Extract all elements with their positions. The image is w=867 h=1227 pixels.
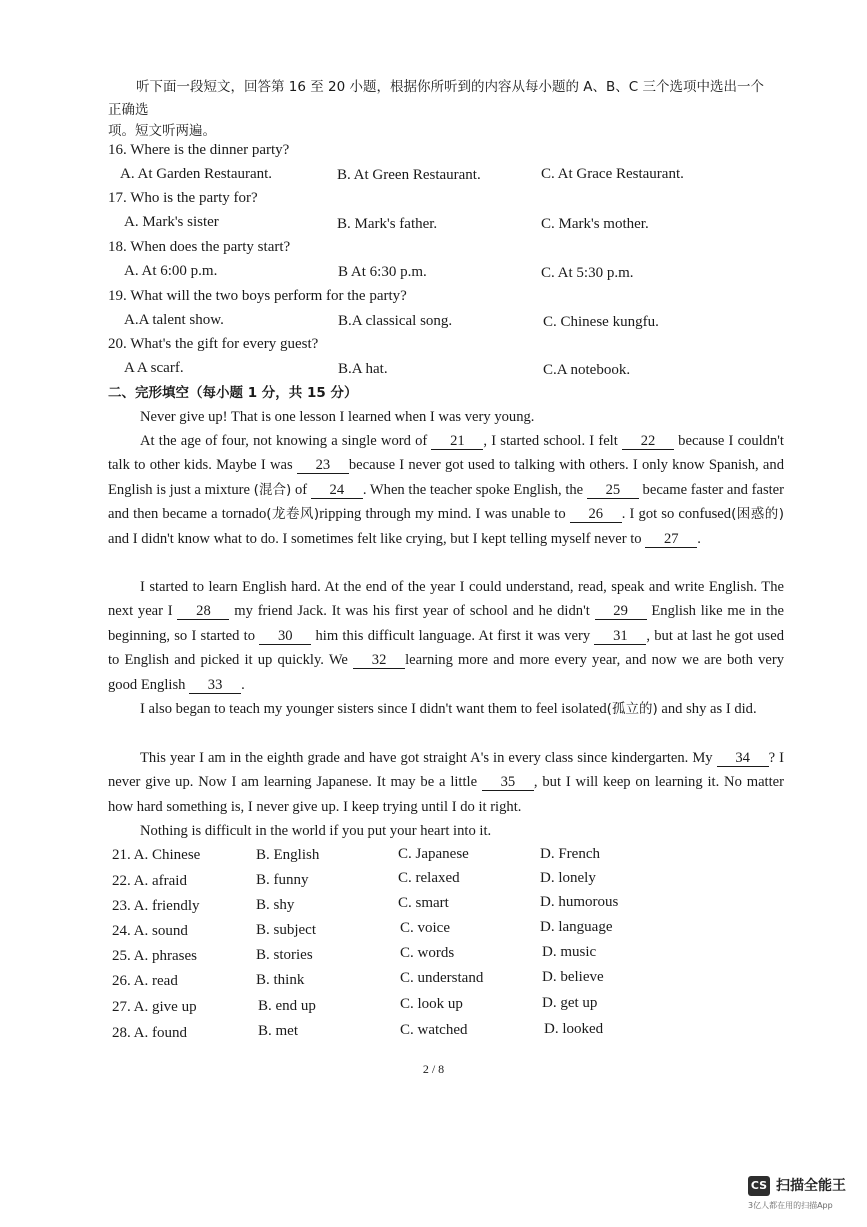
blank-34: 34: [717, 750, 769, 767]
q23-option-b: B. shy: [256, 897, 295, 913]
q21-option-d: D. French: [540, 846, 600, 862]
q23-option-d: D. humorous: [540, 894, 619, 910]
q27-option-b: B. end up: [258, 998, 316, 1014]
blank-26: 26: [570, 506, 622, 523]
q23-option-c: C. smart: [398, 895, 449, 911]
q21-option-a: 21. A. Chinese: [112, 847, 201, 863]
q25-option-a: 25. A. phrases: [112, 948, 197, 964]
q24-option-a: 24. A. sound: [112, 923, 188, 939]
page-number: 2 / 8: [422, 1062, 445, 1076]
q19-option-a: A.A talent show.: [124, 312, 224, 328]
q28-option-a: 28. A. found: [112, 1025, 187, 1041]
listening-instructions-line2: 正确选: [108, 102, 149, 118]
blank-27: 27: [645, 531, 697, 548]
blank-31: 31: [594, 628, 646, 645]
blank-29: 29: [595, 603, 647, 620]
q16-option-a: A. At Garden Restaurant.: [120, 166, 273, 182]
cloze-heading: 二、完形填空（每小题 1 分，共 15 分）: [108, 385, 358, 401]
cloze-paragraph-2: At the age of four, not knowing a single word of 21 , I started school. I felt 22 because I couldn't talk to other kids. Maybe I was 23 because I never got used to talking with others. I only know Spanish, and English is just a mixture (混合) of 24 . When the teacher spoke English, the 25 became faster and faster and then became a tornado(龙卷风)ripping through my mind. I was unable to 26 . I got so confused(困惑的) and I didn't know what to do. I sometimes felt like crying, but I kept telling myself never to 27 .: [108, 433, 785, 547]
blank-33: 33: [189, 677, 241, 694]
blank-22: 22: [622, 433, 674, 450]
question-16: 16. Where is the dinner party?: [108, 142, 290, 158]
q26-option-d: D. believe: [542, 969, 604, 985]
q27-option-a: 27. A. give up: [112, 999, 197, 1015]
question-17: 17. Who is the party for?: [108, 190, 258, 206]
q28-option-b: B. met: [258, 1023, 298, 1039]
listening-instructions-line1: 听下面一段短文，回答第 16 至 20 小题，根据你所听到的内容从每小题的 A、B、C 三个选项中选出一个: [136, 79, 765, 95]
question-18: 18. When does the party start?: [108, 239, 291, 255]
cloze-paragraph-5: This year I am in the eighth grade and have got straight A's in every class since kindergarten. My 34 ? I never give up. Now I am learning Japanese. It may be a little 35 , but I will keep on learning it. No matter how hard something is, I never give up. I keep trying until I do it right.: [108, 750, 784, 815]
q20-option-c: C.A notebook.: [543, 362, 631, 378]
watermark-app-name: 扫描全能王: [776, 1178, 846, 1194]
question-20: 20. What's the gift for every guest?: [108, 336, 319, 352]
q24-option-b: B. subject: [256, 922, 316, 938]
listening-instructions-line3: 项。短文听两遍。: [108, 123, 216, 139]
q27-option-c: C. look up: [400, 996, 463, 1012]
q17-option-b: B. Mark's father.: [337, 216, 438, 232]
q16-option-b: B. At Green Restaurant.: [337, 167, 481, 183]
q18-option-a: A. At 6:00 p.m.: [124, 263, 218, 279]
q16-option-c: C. At Grace Restaurant.: [541, 166, 684, 182]
camscanner-logo-icon: CS: [748, 1176, 770, 1196]
cloze-paragraph-3: I started to learn English hard. At the end of the year I could understand, read, speak and write English. The next year I 28 my friend Jack. It was his first year of school and he didn't 29 English like me in the beginning, so I started to 30 him this difficult language. At first it was very 31 , but at last he got used to English and picked it up quickly. We 32 learning more and more every year, and now we are both very good English 33 .: [108, 579, 785, 693]
q22-option-a: 22. A. afraid: [112, 873, 187, 889]
q25-option-d: D. music: [542, 944, 597, 960]
q25-option-c: C. words: [400, 945, 455, 961]
cloze-paragraph-1: Never give up! That is one lesson I learned when I was very young.: [140, 409, 535, 425]
cloze-paragraph-4: I also began to teach my younger sisters since I didn't want them to feel isolated(孤立的) and shy as I did.: [140, 701, 757, 717]
q18-option-b: B At 6:30 p.m.: [338, 264, 427, 280]
q25-option-b: B. stories: [256, 947, 313, 963]
q26-option-b: B. think: [256, 972, 305, 988]
q19-option-b: B.A classical song.: [338, 313, 453, 329]
blank-28: 28: [177, 603, 229, 620]
watermark-tagline: 3亿人都在用的扫描App: [748, 1201, 833, 1210]
q20-option-a: A A scarf.: [124, 360, 184, 376]
q27-option-d: D. get up: [542, 995, 598, 1011]
q22-option-b: B. funny: [256, 872, 309, 888]
q20-option-b: B.A hat.: [338, 361, 388, 377]
q22-option-c: C. relaxed: [398, 870, 460, 886]
q21-option-c: C. Japanese: [398, 846, 469, 862]
blank-23: 23: [297, 457, 349, 474]
question-19: 19. What will the two boys perform for the party?: [108, 288, 407, 304]
q23-option-a: 23. A. friendly: [112, 898, 200, 914]
q24-option-d: D. language: [540, 919, 613, 935]
q26-option-c: C. understand: [400, 970, 484, 986]
blank-21: 21: [431, 433, 483, 450]
blank-24: 24: [311, 482, 363, 499]
q26-option-a: 26. A. read: [112, 973, 178, 989]
q18-option-c: C. At 5:30 p.m.: [541, 265, 634, 281]
q17-option-a: A. Mark's sister: [124, 214, 219, 230]
q21-option-b: B. English: [256, 847, 320, 863]
q28-option-d: D. looked: [544, 1021, 604, 1037]
blank-32: 32: [353, 652, 405, 669]
q22-option-d: D. lonely: [540, 870, 596, 886]
cloze-paragraph-6: Nothing is difficult in the world if you put your heart into it.: [140, 823, 492, 839]
blank-35: 35: [482, 774, 534, 791]
q17-option-c: C. Mark's mother.: [541, 216, 649, 232]
blank-30: 30: [259, 628, 311, 645]
scanner-watermark: [748, 1176, 860, 1222]
q24-option-c: C. voice: [400, 920, 450, 936]
q19-option-c: C. Chinese kungfu.: [543, 314, 659, 330]
blank-25: 25: [587, 482, 639, 499]
q28-option-c: C. watched: [400, 1022, 468, 1038]
